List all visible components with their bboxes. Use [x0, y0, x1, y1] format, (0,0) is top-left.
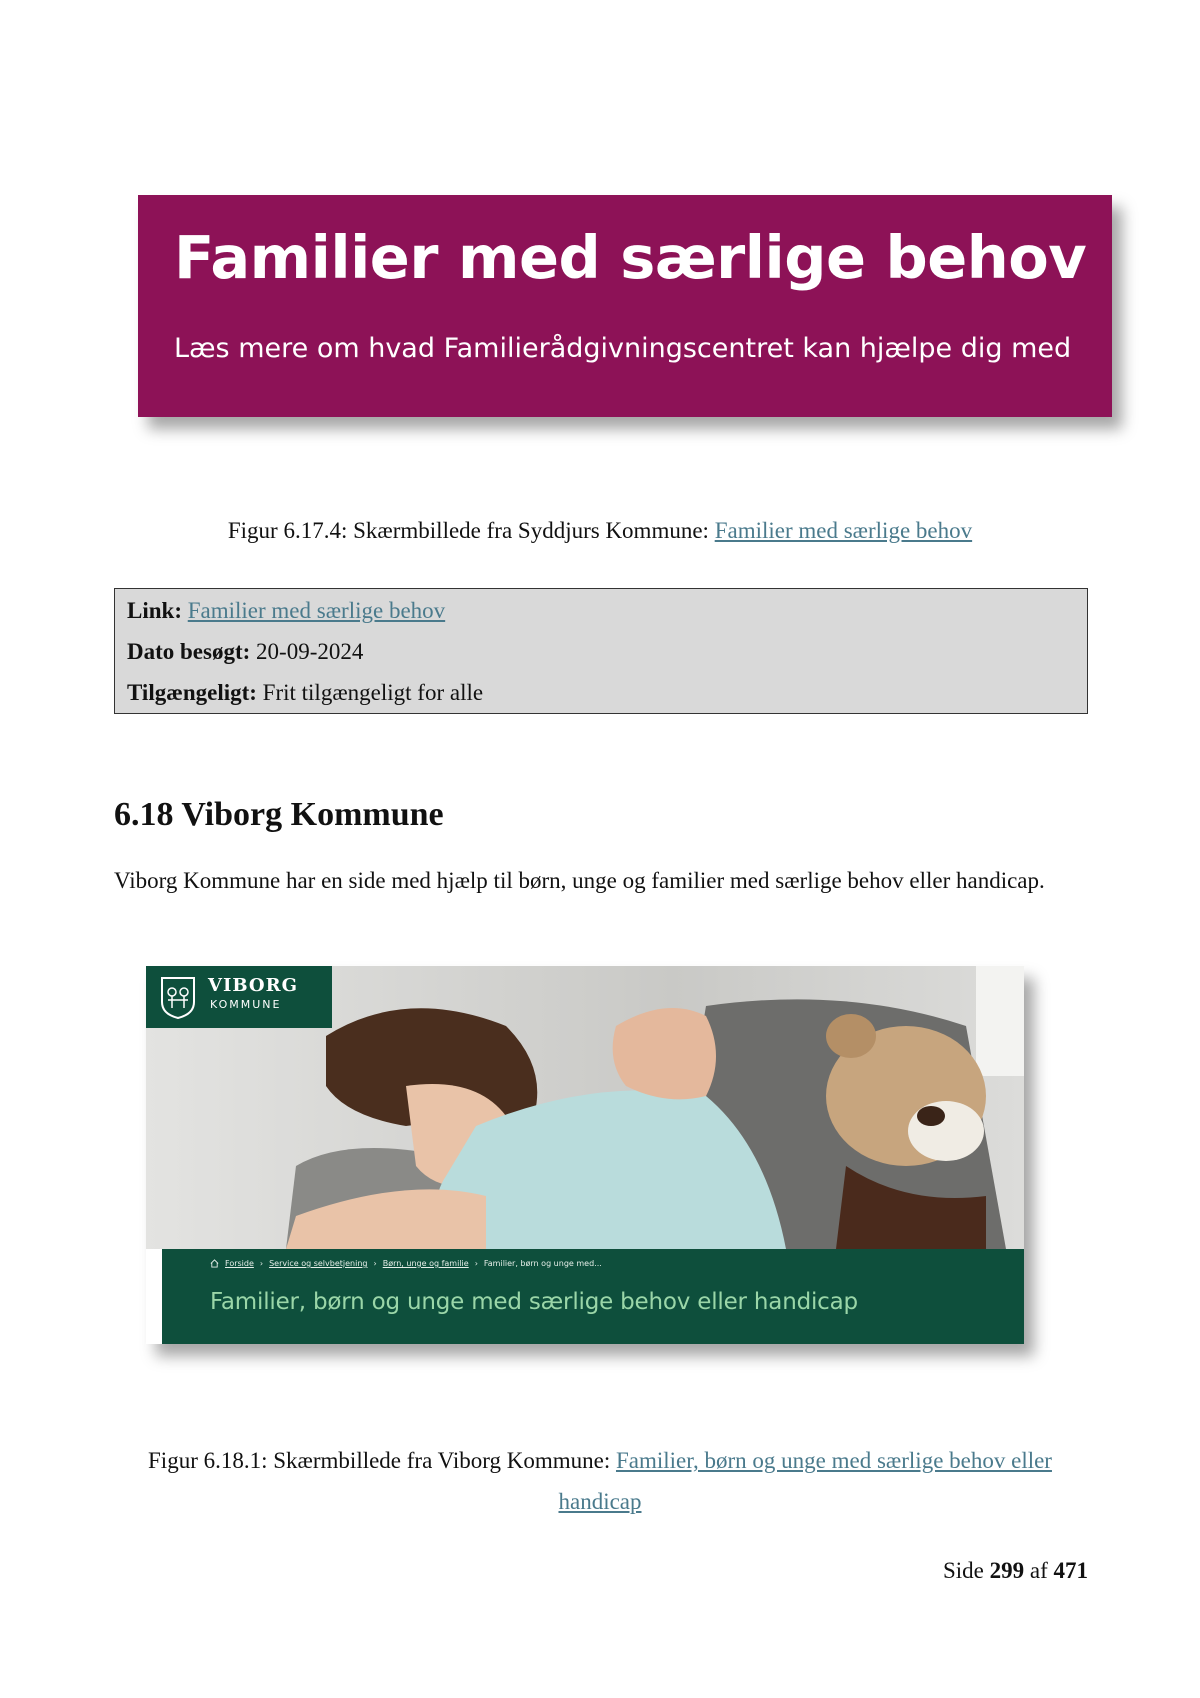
info-date-row — [127, 631, 1075, 672]
current-page: 299 — [989, 1558, 1025, 1583]
figure-caption-6-18-1 — [0, 1440, 1200, 1522]
caption-link[interactable]: Familier med særlige behov — [714, 518, 973, 543]
page-number — [943, 1558, 1088, 1584]
breadcrumb-item-forside[interactable]: Forside — [225, 1259, 254, 1268]
section-heading: 6.18 Viborg Kommune — [114, 796, 444, 833]
info-access-row — [127, 672, 1075, 713]
caption-text: Figur 6.17.4: Skærmbillede fra Syddjurs Kommune: — [227, 518, 715, 543]
caption-text: Figur 6.18.1: Skærmbillede fra Viborg Kommune: — [148, 1448, 616, 1473]
date-label: Dato besøgt: — [127, 639, 251, 664]
figure-viborg-screenshot — [146, 966, 1024, 1344]
figure-syddjurs-screenshot — [138, 195, 1112, 417]
of-label: af — [1029, 1558, 1048, 1583]
breadcrumb-item-boern[interactable]: Børn, unge og familie — [382, 1259, 469, 1268]
logo-subname: KOMMUNE — [210, 998, 282, 1011]
viborg-logo[interactable] — [146, 966, 332, 1028]
access-value: Frit tilgængeligt for alle — [262, 680, 484, 705]
hero-photo — [146, 966, 1024, 1249]
breadcrumb-item-service[interactable]: Service og selvbetjening — [269, 1259, 368, 1268]
info-link-row — [127, 590, 1075, 631]
date-value: 20-09-2024 — [256, 639, 364, 664]
page-title-band — [162, 1249, 1024, 1344]
caption-link-line2[interactable]: handicap — [558, 1489, 642, 1514]
total-pages: 471 — [1053, 1558, 1088, 1583]
breadcrumb — [210, 1259, 602, 1268]
caption-link-line1[interactable]: Familier, børn og unge med særlige behov eller — [615, 1448, 1052, 1473]
figure-caption-6-17-4 — [0, 510, 1200, 551]
banner-title: Familier med særlige behov — [174, 223, 1087, 292]
breadcrumb-item-current: Familier, børn og unge med... — [483, 1259, 602, 1268]
access-label: Tilgængeligt: — [127, 680, 257, 705]
link-label: Link: — [127, 598, 182, 623]
chevron-right-icon: › — [373, 1259, 377, 1268]
info-box — [114, 588, 1088, 714]
side-label: Side — [942, 1558, 984, 1583]
chevron-right-icon: › — [474, 1259, 478, 1268]
banner-subtitle: Læs mere om hvad Familierådgivningscentret kan hjælpe dig med — [174, 333, 1072, 364]
logo-name: VIBORG — [208, 975, 298, 996]
crest-icon — [158, 974, 198, 1020]
page-title: Familier, børn og unge med særlige behov eller handicap — [210, 1289, 858, 1315]
section-paragraph: Viborg Kommune har en side med hjælp til børn, unge og familier med særlige behov eller handicap. — [114, 868, 1045, 893]
info-link[interactable]: Familier med særlige behov — [187, 598, 446, 623]
syddjurs-banner — [138, 195, 1112, 417]
chevron-right-icon: › — [259, 1259, 264, 1268]
home-icon — [210, 1259, 219, 1268]
